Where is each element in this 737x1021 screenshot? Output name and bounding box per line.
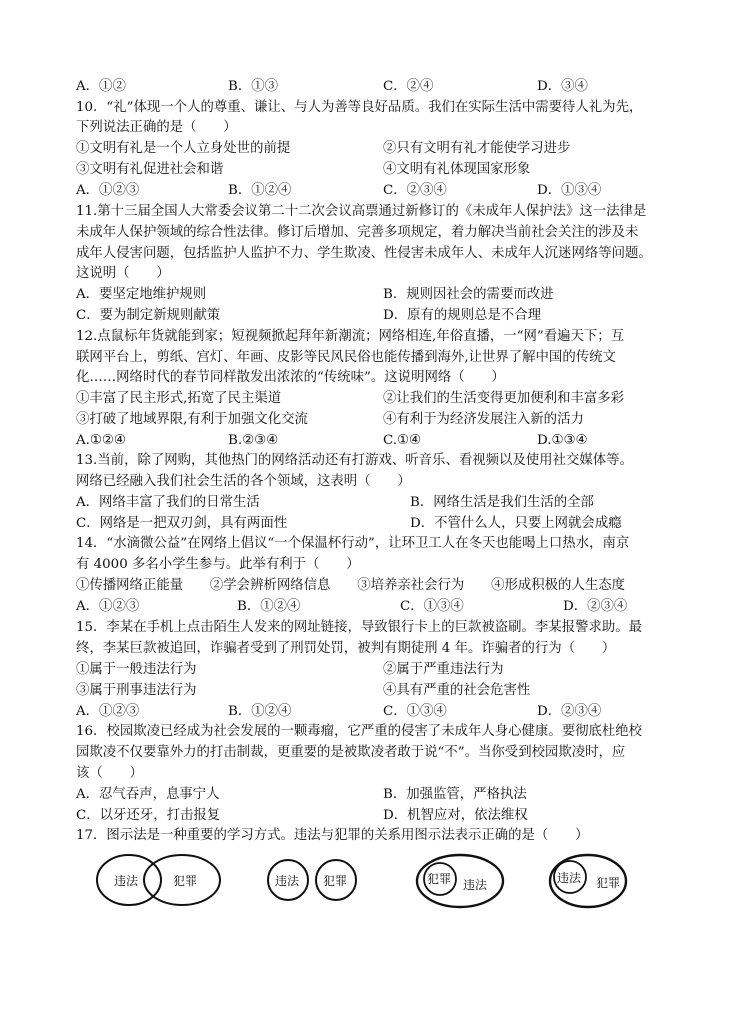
q15-option-a: A．①②③ [76, 704, 140, 719]
q11-option-d: D．原有的规则总是不合理 [383, 308, 542, 323]
q10-item-2: ②只有文明有礼才能使学习进步 [383, 141, 571, 156]
q10-stem-line2: 下列说法正确的是（ ） [76, 120, 237, 135]
q17-diagram-b [264, 852, 364, 910]
q14-stem-line2: 有 4000 多名小学生参与。此举有利于（ ） [76, 557, 360, 572]
q13-option-a: A．网络丰富了我们的日常生活 [76, 495, 260, 510]
q14-option-d: D．②③④ [563, 599, 628, 614]
q15-option-c: C．①③④ [383, 704, 447, 719]
diagram-a-label-crime: 犯罪 [173, 874, 198, 888]
q16-option-d: D．机智应对，依法维权 [383, 808, 528, 823]
q10-item-3: ③文明有礼促进社会和谐 [76, 162, 224, 177]
q12-item-2: ②让我们的生活变得更加便利和丰富多彩 [383, 391, 625, 406]
q11-option-a: A．要坚定地维护规则 [76, 287, 207, 302]
q16-stem-line1: 16．校园欺凌已经成为社会发展的一颗毒瘤，它严重的侵害了未成年人身心健康。要彻底杜绝校 [76, 724, 643, 739]
q14-items: ①传播网络正能量 ②学会辨析网络信息 ③培养亲社会行为 ④形成积极的人生态度 [76, 578, 626, 593]
q12-option-c: C.①④ [383, 433, 422, 448]
q16-option-b: B．加强监管，严格执法 [383, 787, 527, 802]
q17-diagram-d [546, 852, 636, 912]
q10-option-a: A．①②③ [76, 183, 140, 198]
q13-option-b: B．网络生活是我们生活的全部 [410, 495, 594, 510]
q11-stem-line4: 这说明（ ） [76, 266, 170, 281]
q17-diagram-a [94, 852, 224, 910]
q11-option-c: C．要为制定新规则献策 [76, 308, 221, 323]
q14-stem-line1: 14．“水滴微公益”在网络上倡议“一个保温杯行动”，让环卫工人在冬天也能喝上口热水，南京 [76, 536, 630, 551]
q10-option-b: B．①②④ [228, 183, 292, 198]
q15-item-2: ②属于严重违法行为 [383, 662, 504, 677]
q15-option-b: B．①②④ [228, 704, 292, 719]
q14-option-b: B．①②④ [237, 599, 301, 614]
q11-stem-line3: 成年人侵害问题，包括监护人监护不力、学生欺凌、性侵害未成年人、未成年人沉迷网络等问题。 [76, 246, 652, 261]
q12-item-4: ④有利于为经济发展注入新的活力 [383, 412, 584, 427]
diagram-c-label-illegal: 违法 [463, 878, 488, 892]
q15-stem-line2: 终，李某巨款被追回，诈骗者受到了刑罚处罚，被判有期徒刑 4 年。诈骗者的行为（ ） [76, 641, 616, 656]
q15-item-4: ④具有严重的社会危害性 [383, 683, 531, 698]
q15-item-3: ③属于刑事违法行为 [76, 683, 197, 698]
q12-option-d: D.①③④ [537, 433, 588, 448]
q11-option-b: B．规则因社会的需要而改进 [383, 287, 554, 302]
q12-option-a: A.①②④ [76, 433, 126, 448]
q9-option-b: B．①③ [228, 79, 279, 94]
q15-item-1: ①属于一般违法行为 [76, 662, 197, 677]
q9-option-a: A．①② [76, 79, 126, 94]
q12-stem-line2: 联网平台上，剪纸、宫灯、年画、皮影等民风民俗也能传播到海外,让世界了解中国的传统文 [76, 350, 616, 365]
q10-option-c: C．②③④ [383, 183, 447, 198]
q13-option-c: C．网络是一把双刃剑，具有两面性 [76, 516, 288, 531]
q12-option-b: B.②③④ [228, 433, 279, 448]
q17-diagram-c [413, 852, 513, 912]
diagram-d-label-crime: 犯罪 [596, 876, 621, 890]
diagram-a-label-illegal: 违法 [114, 874, 139, 888]
q16-stem-line3: 该（ ） [76, 766, 143, 781]
q9-option-d: D．③④ [537, 79, 588, 94]
q11-stem-line2: 未成年人保护领域的综合性法律。修订后增加、完善多项规定，着力解决当前社会关注的涉及未 [76, 225, 639, 240]
q14-option-a: A．①②③ [76, 599, 140, 614]
q14-option-c: C．①③④ [400, 599, 464, 614]
diagram-c-label-crime: 犯罪 [427, 872, 452, 886]
q12-item-1: ①丰富了民主形式,拓宽了民主渠道 [76, 391, 282, 406]
q15-option-d: D．②③④ [537, 704, 602, 719]
q11-stem-line1: 11.第十三届全国人大常委会议第二十二次会议高票通过新修订的《未成年人保护法》这一法律是 [76, 204, 647, 219]
q12-item-3: ③打破了地域界限,有利于加强文化交流 [76, 412, 308, 427]
q13-option-d: D．不管什么人，只要上网就会成瘾 [410, 516, 622, 531]
diagram-b-label-illegal: 违法 [275, 874, 300, 888]
q16-stem-line2: 园欺凌不仅要靠外力的打击制裁，更重要的是被欺凌者敢于说“不”。当你受到校园欺凌时，应 [76, 745, 626, 760]
q13-stem-line1: 13.当前，除了网购，其他热门的网络活动还有打游戏、听音乐、看视频以及使用社交媒体等。 [76, 453, 633, 468]
q12-stem-line1: 12.点鼠标年货就能到家；短视频掀起拜年新潮流；网络相连,年俗直播，一“网”看遍天下；互 [76, 329, 625, 344]
diagram-b-label-crime: 犯罪 [323, 874, 348, 888]
q9-option-c: C．②④ [383, 79, 434, 94]
q10-option-d: D．①③④ [537, 183, 602, 198]
diagram-d-label-illegal: 违法 [557, 871, 582, 885]
q16-option-c: C．以牙还牙，打击报复 [76, 808, 221, 823]
q10-item-1: ①文明有礼是一个人立身处世的前提 [76, 141, 291, 156]
q16-option-a: A．忍气吞声，息事宁人 [76, 787, 220, 802]
q13-stem-line2: 网络已经融入我们社会生活的各个领域，这表明（ ） [76, 474, 411, 489]
q15-stem-line1: 15．李某在手机上点击陌生人发来的网址链接，导致银行卡上的巨款被盗刷。李某报警求助。最 [76, 620, 643, 635]
q17-stem: 17．图示法是一种重要的学习方式。违法与犯罪的关系用图示法表示正确的是（ ） [76, 828, 589, 843]
q10-item-4: ④文明有礼体现国家形象 [383, 162, 531, 177]
q12-stem-line3: 化……网络时代的春节同样散发出浓浓的“传统味”。这说明网络（ ） [76, 370, 505, 385]
q10-stem-line1: 10．“礼”体现一个人的尊重、谦让、与人为善等良好品质。我们在实际生活中需要待人礼为先， [76, 100, 643, 115]
